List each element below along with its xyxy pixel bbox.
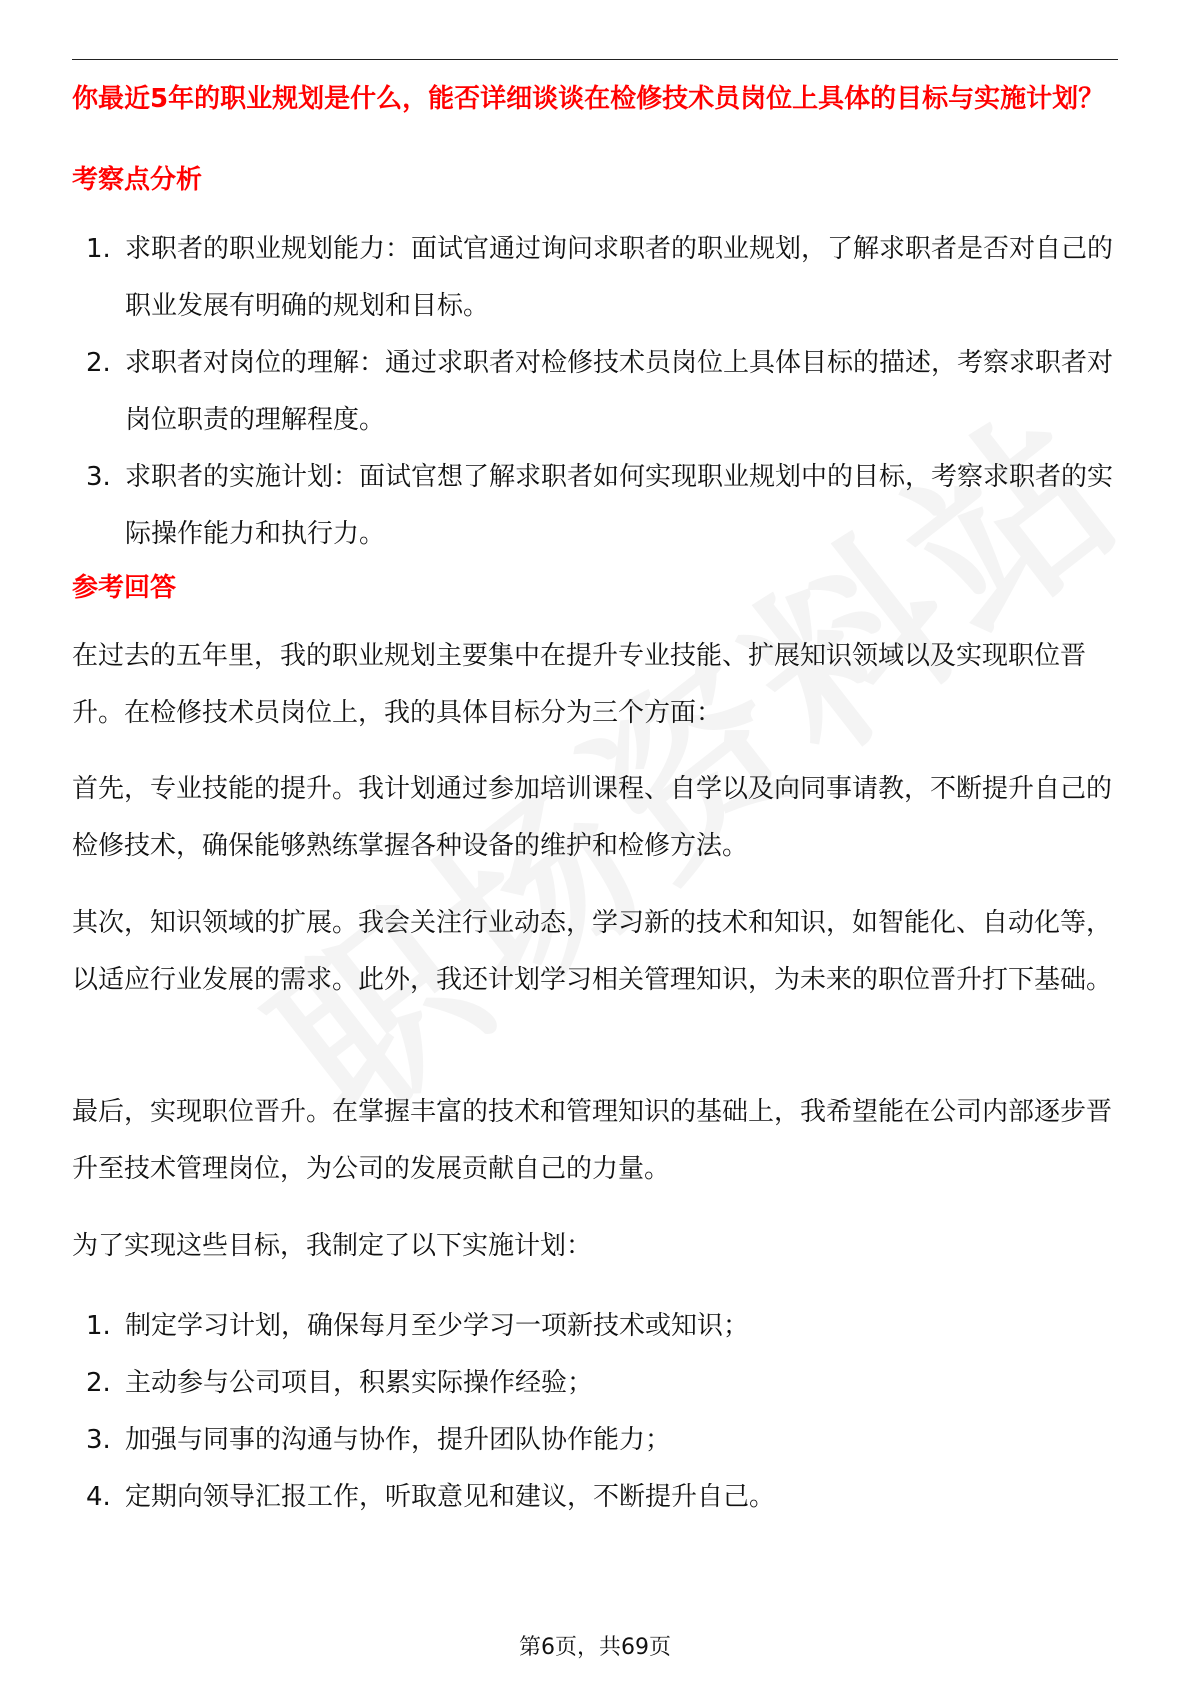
answer-paragraph: 在过去的五年里，我的职业规划主要集中在提升专业技能、扩展知识领域以及实现职位晋升。在检修技术员岗位上，我的具体目标分为三个方面：: [72, 641, 1087, 728]
analysis-item: [72, 221, 1118, 335]
plan-item-number: 4.: [86, 1482, 111, 1512]
plan-list: [72, 1298, 1118, 1526]
plan-item: [72, 1298, 1118, 1355]
answer-paragraph: 最后，实现职位晋升。在掌握丰富的技术和管理知识的基础上，我希望能在公司内部逐步晋升至技术管理岗位，为公司的发展贡献自己的力量。: [72, 1097, 1113, 1184]
plan-item-number: 3.: [86, 1425, 111, 1455]
plan-item-text: 制定学习计划，确保每月至少学习一项新技术或知识；: [125, 1311, 750, 1341]
answer-paragraph: 首先，专业技能的提升。我计划通过参加培训课程、自学以及向同事请教，不断提升自己的检修技术，确保能够熟练掌握各种设备的维护和检修方法。: [72, 774, 1113, 861]
analysis-item-number: 3.: [86, 462, 111, 492]
analysis-item-text: 求职者的职业规划能力：面试官通过询问求职者的职业规划，了解求职者是否对自己的职业发展有明确的规划和目标。: [125, 234, 1114, 321]
page-footer: 第6页，共69页: [519, 1635, 671, 1660]
plan-item: [72, 1355, 1118, 1412]
plan-item-number: 1.: [86, 1311, 111, 1341]
analysis-item-number: 1.: [86, 234, 111, 264]
analysis-item: [72, 449, 1118, 563]
plan-item-text: 加强与同事的沟通与协作，提升团队协作能力；: [125, 1425, 672, 1455]
analysis-item-text: 求职者对岗位的理解：通过求职者对检修技术员岗位上具体目标的描述，考察求职者对岗位职责的理解程度。: [125, 348, 1114, 435]
plan-item: [72, 1412, 1118, 1469]
plan-item-number: 2.: [86, 1368, 111, 1398]
question-title: 你最近5年的职业规划是什么，能否详细谈谈在检修技术员岗位上具体的目标与实施计划？: [72, 84, 1105, 114]
plan-item-text: 主动参与公司项目，积累实际操作经验；: [125, 1368, 594, 1398]
analysis-item-number: 2.: [86, 348, 111, 378]
answer-heading: 参考回答: [72, 573, 177, 603]
analysis-item-text: 求职者的实施计划：面试官想了解求职者如何实现职业规划中的目标，考察求职者的实际操作能力和执行力。: [125, 462, 1114, 549]
plan-item: [72, 1469, 1118, 1526]
analysis-heading: 考察点分析: [72, 165, 203, 195]
analysis-list: [72, 221, 1118, 563]
plan-item-text: 定期向领导汇报工作，听取意见和建议，不断提升自己。: [125, 1482, 776, 1512]
analysis-item: [72, 335, 1118, 449]
answer-paragraph: 其次，知识领域的扩展。我会关注行业动态，学习新的技术和知识，如智能化、自动化等，以适应行业发展的需求。此外，我还计划学习相关管理知识，为未来的职位晋升打下基础。: [72, 908, 1113, 995]
header-rule: [72, 59, 1118, 60]
answer-paragraph: 为了实现这些目标，我制定了以下实施计划：: [72, 1231, 593, 1261]
